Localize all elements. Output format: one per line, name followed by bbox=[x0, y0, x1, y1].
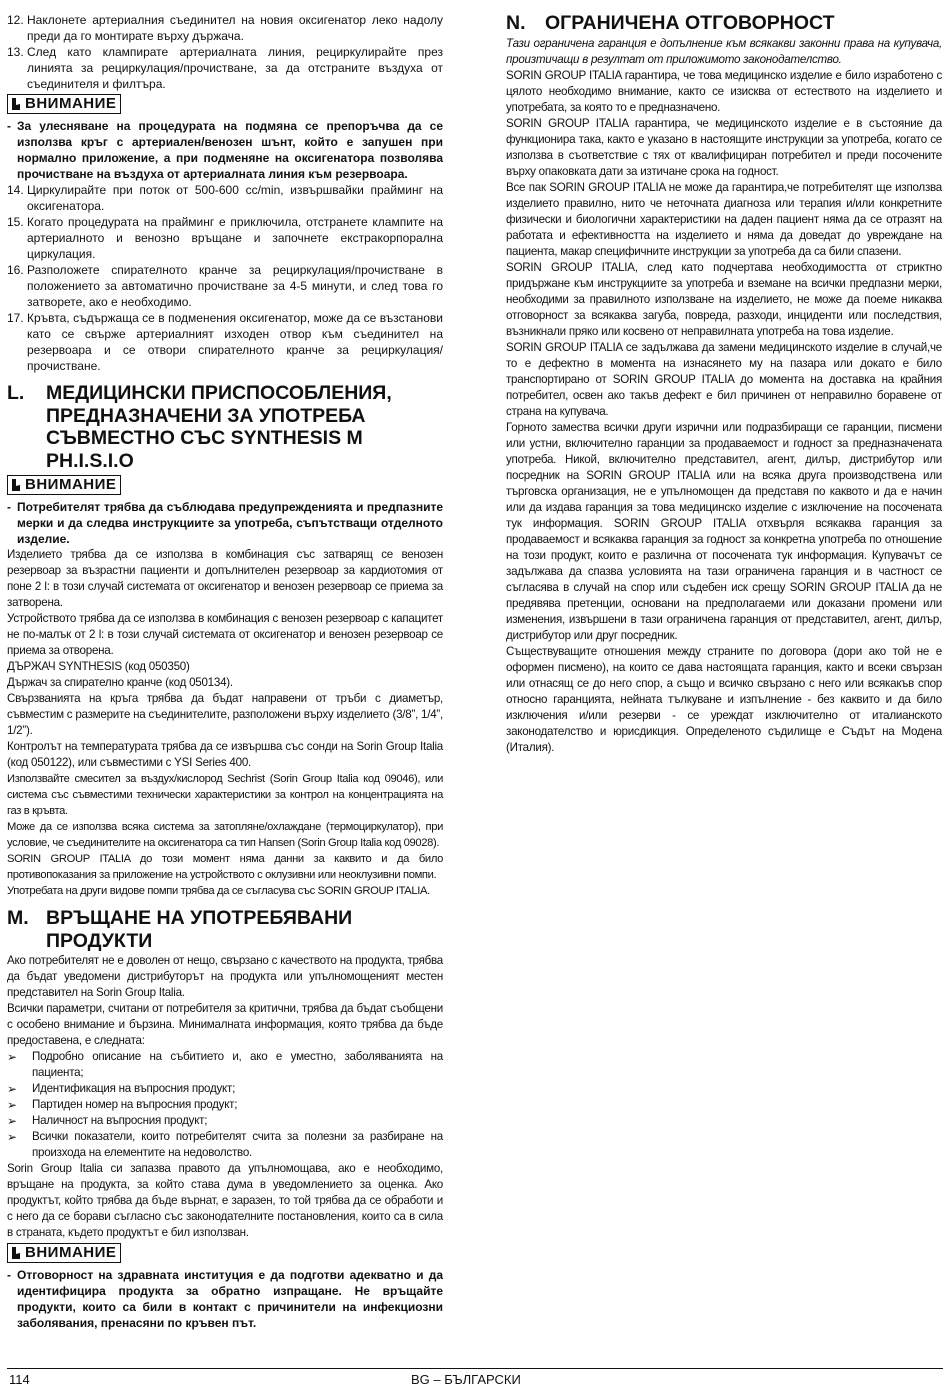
arrow-bullet-icon: ➢ bbox=[7, 1114, 17, 1128]
page-number: 114 bbox=[9, 1372, 30, 1387]
step-15: 15. Когато процедурата на прайминг е приключила, отстранете клампите на артериалното и венозно връщане и започнете екстракорпорална циркулация. bbox=[7, 215, 443, 261]
paragraph: SORIN GROUP ITALIA гарантира, че това медицинско изделие е било изработено с цялото необходимо внимание, както се изисква от естеството на изделието и употребата, за която то е предназначено. bbox=[506, 68, 942, 114]
step-13: 13. След като клампирате артериалната линия, рециркулирайте през линията за рециркулация/прочистване, за да отстраните въздуха от съединителя и филтъра. bbox=[7, 45, 443, 91]
hand-pointer-icon bbox=[11, 97, 21, 111]
section-l-heading: L. МЕДИЦИНСКИ ПРИСПОСОБЛЕНИЯ, ПРЕДНАЗНАЧЕНИ ЗА УПОТРЕБА СЪВМЕСТНО СЪС SYNTHESIS M PH.I.S.I.O bbox=[7, 382, 392, 472]
paragraph: Употребата на други видове помпи трябва да се съгласува със SORIN GROUP ITALIA. bbox=[7, 885, 430, 897]
intro-paragraph: Тази ограничена гаранция е допълнение към всякакви законни права на купувача, произтичащи в резултат от приложимото законодателство. bbox=[506, 36, 942, 66]
warning-text: - Потребителят трябва да съблюдава предупрежденията и предпазните мерки и да следва инструкциите за употреба, съпътстващи отделното изделие. bbox=[7, 500, 443, 546]
paragraph: Може да се използва всяка система за затопляне/охлаждане (термоциркулатор), при условие, че съединителите на оксигенатора са тип Hansen (Sorin Group Italia код 09028). bbox=[7, 821, 443, 849]
paragraph: Всички параметри, считани от потребителя за критични, трябва да бъдат съобщени с особено внимание и бързина. Минималната информация, която трябва да бъде предоставена, е следната: bbox=[7, 1002, 443, 1047]
footer-divider bbox=[7, 1368, 943, 1369]
step-16: 16. Разположете спирателното кранче за рециркулация/прочистване в положението за автоматично прочистване за 4-5 минути, и след това го затворете, ако е необходимо. bbox=[7, 263, 443, 309]
paragraph: Горното замества всички други изрични или подразбиращи се гаранции, писмени или устни, включително гаранции за продаваемост и годност за предназначената употреба. Никой, включително представител, агент, дилър, дистрибутор или посредник на SORIN GROUP ITALIA или на всяка друга производствена или търговска организация, не е упълномощен да представя по каквото и да е начин или да издава гаранция за това медицинско изделие с изключение на посочената тук информация. SORIN GROUP ITALIA отхвърля всякаква гаранция за продаваемост и всякаква гаранция за годност за конкретна употреба по отношение на този продукт, които е различна от посочената тук информация. Купувачът се задължава да спазва условията на тази ограничена гаранция и в частност се съгласява в случай на спор или съдебен иск срещу SORIN GROUP ITALIA да не предявява претенции, основани на предполагаеми или доказани промени или изменения, извършени в тази ограничена гаранция от представител, агент, дилър, дистрибутор или друг посредник. bbox=[506, 420, 942, 642]
paragraph: Свързванията на кръга трябва да бъдат направени от тръби с диаметър, съвместим с размерите на съединителите, разположени върху изделието (3/8”, 1/4”, 1/2”). bbox=[7, 692, 443, 737]
paragraph: ДЪРЖАЧ SYNTHESIS (код 050350) bbox=[7, 660, 190, 673]
hand-pointer-icon bbox=[11, 1246, 21, 1260]
paragraph: Контролът на температурата трябва да се извършва със сонди на Sorin Group Italia (код 050122), или съвместими с YSI Series 400. bbox=[7, 740, 443, 769]
section-n-heading: N. ОГРАНИЧЕНА ОТГОВОРНОСТ bbox=[506, 12, 835, 34]
arrow-bullet-icon: ➢ bbox=[7, 1082, 17, 1096]
arrow-bullet-icon: ➢ bbox=[7, 1050, 17, 1064]
list-item: ➢ Подробно описание на събитието и, ако е уместно, заболяванията на пациента; bbox=[7, 1050, 443, 1079]
warning-text: - Отговорност на здравната институция е да подготви адекватно и да идентифицира продукта за обратно изпращане. Не връщайте продукти, които са били в контакт с причинители на инфекциозни заболявания, пренасяни по кръвен път. bbox=[7, 1268, 443, 1330]
paragraph: SORIN GROUP ITALIA гарантира, че медицинското изделие е в състояние да функционира така, както е указано в настоящите инструкции за употреба, когато се използва в съответствие с тях от квалифициран потребител и преди посочените върху опаковката дати за изтичане срока на годност. bbox=[506, 116, 942, 178]
warning-badge: ВНИМАНИЕ bbox=[7, 94, 121, 114]
paragraph: Изделието трябва да се използва в комбинация със затварящ се венозен резервоар за възрастни пациенти и допълнителен резервоар за кардиотомия от поне 2 l: в този случай системата от оксигенатор и венозен резервоар се приема за затворена. bbox=[7, 548, 443, 609]
paragraph: SORIN GROUP ITALIA се задължава да замени медицинското изделие в случай,че то е дефектно в момента на изнасянето му на пазара или докато е било транспортирано от SORIN GROUP ITALIA до момента на доставка на крайния потребител, освен ако такъв дефект е бил причинен от неправилно боравене от страна на купувача. bbox=[506, 340, 942, 418]
paragraph: Държач за спирателно кранче (код 050134). bbox=[7, 676, 233, 689]
warning-badge: ВНИМАНИЕ bbox=[7, 1243, 121, 1263]
step-12: 12. Наклонете артериалния съединител на новия оксигенатор леко надолу преди да го монтирате върху държача. bbox=[7, 13, 443, 43]
step-14: 14. Циркулирайте при поток от 500-600 cc/min, извършвайки прайминг на оксигенатора. bbox=[7, 183, 443, 213]
hand-pointer-icon bbox=[11, 478, 21, 492]
right-column bbox=[506, 12, 942, 756]
arrow-bullet-icon: ➢ bbox=[7, 1098, 17, 1112]
paragraph: Устройството трябва да се използва в комбинация с венозен резервоар с капацитет не по-малък от 2 l: в този случай системата от оксигенатор и венозен резервоар се приема за отворена. bbox=[7, 612, 443, 657]
language-label: BG – БЪЛГАРСКИ bbox=[411, 1372, 521, 1387]
paragraph: Все пак SORIN GROUP ITALIA не може да гарантира,че потребителят ще използва изделието правилно, нито че неточната диагноза или терапия и/или конкретните физически и биологични характеристики на даден пациент няма да се отразят на работата и ефективността на изделието и няма да доведат до увреждане на пациента, макар специфичните инструкции за употреба да са били спазени. bbox=[506, 180, 942, 258]
left-column bbox=[7, 12, 443, 1331]
paragraph: Съществуващите отношения между страните по договора (дори ако той не е оформен писмено), на които се дава настоящата гаранция, както и всеки свързан или отнасящ се до него спор, а също и всичко свързано с него или всякакъв спор относно гаранцията, нейната тълкуване и изпълнение - без каквито и да било изключения и/или резерви - се уреждат изключително от италианското законодателство и юрисдикция. Определеното съдилище е Съдът на Модена (Италия). bbox=[506, 644, 942, 754]
arrow-bullet-icon: ➢ bbox=[7, 1130, 17, 1144]
list-item: ➢ Всички показатели, които потребителят счита за полезни за разбиране на произхода на елементите на недоволство. bbox=[7, 1130, 443, 1159]
warning-text: - За улесняване на процедурата на подмяна се препоръчва да се използва кръг с артериален/венозен шънт, който е запушен при нормално приложение, а при подменяне на оксигенатора позволява прочистване на въздуха от артериалната линия към резервоара. bbox=[7, 119, 443, 181]
paragraph: Sorin Group Italia си запазва правото да упълномощава, ако е необходимо, връщане на продукта, за който става дума в уведомлението за оценка. Ако продуктът, който трябва да бъде върнат, е заразен, то той трябва да се обработи и с него да се борави съгласно със законодателните постановления, които са в сила в страната, където продуктът е бил използван. bbox=[7, 1162, 443, 1239]
list-item: ➢ Идентификация на въпросния продукт; bbox=[7, 1082, 236, 1096]
step-17: 17. Кръвта, съдържаща се в подменения оксигенатор, може да се възстанови като се свърже артериалният изходен отвор към съединител на резервоара и се отвори спирателното кранче за рециркулация/прочистване. bbox=[7, 311, 443, 373]
warning-badge: ВНИМАНИЕ bbox=[7, 475, 121, 495]
paragraph: Ако потребителят не е доволен от нещо, свързано с качеството на продукта, трябва да бъдат уведомени дистрибуторът на продукта или упълномощеният местен представител на Sorin Group Italia. bbox=[7, 954, 443, 999]
list-item: ➢ Партиден номер на въпросния продукт; bbox=[7, 1098, 238, 1112]
paragraph: Използвайте смесител за въздух/кислород Sechrist (Sorin Group Italia код 09046), или система със съвместими технически характеристики за контрол на концентрацията на газ в кръвта. bbox=[7, 773, 443, 817]
paragraph: SORIN GROUP ITALIA, след като подчертава необходимостта от стриктно придържане към инструкциите за употреба и вземане на всички предпазни мерки, необходими за правилното използване на изделието, не може да поеме никаква отговорност за всякаква загуба, повреда, разходи, инциденти или последствия, възникнали пряко или косвено от неправилната употреба на това изделие. bbox=[506, 260, 942, 338]
section-m-heading: M. ВРЪЩАНЕ НА УПОТРЕБЯВАНИ ПРОДУКТИ bbox=[7, 907, 353, 952]
paragraph: SORIN GROUP ITALIA до този момент няма данни за каквито и да било противопоказания за приложение на устройството с оклузивни или неоклузивни помпи. bbox=[7, 853, 443, 881]
list-item: ➢ Наличност на въпросния продукт; bbox=[7, 1114, 208, 1128]
